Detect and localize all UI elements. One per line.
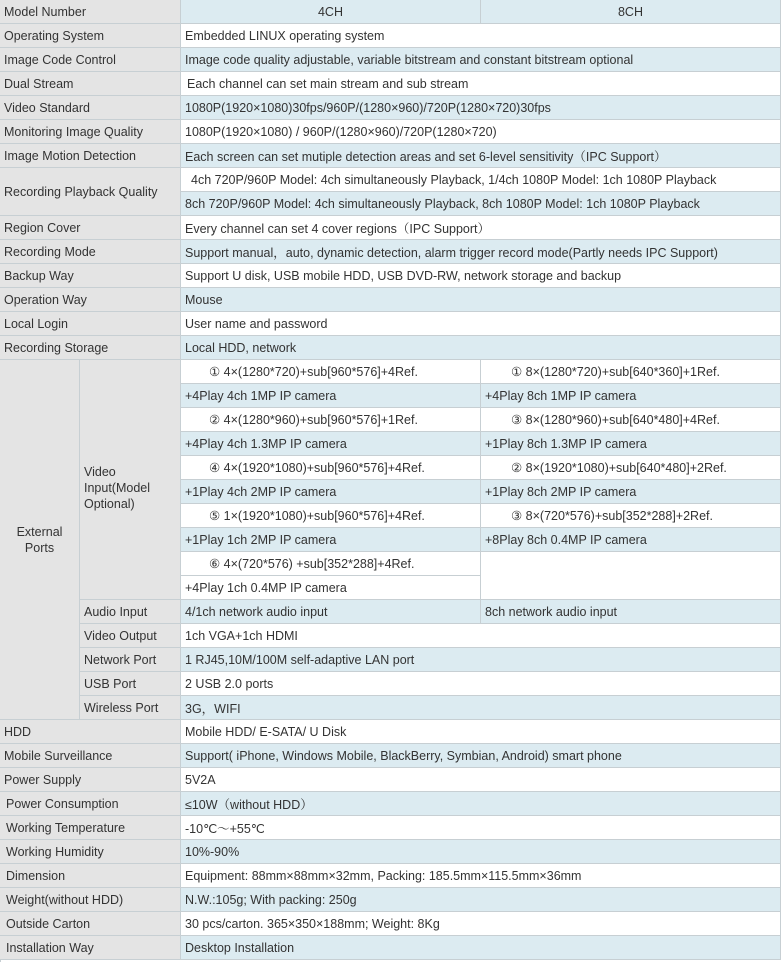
label-video-standard: Video Standard (0, 96, 181, 120)
label-weight: Weight(without HDD) (0, 888, 181, 912)
label-working-temperature: Working Temperature (0, 816, 181, 840)
value-working-humidity: 10%-90% (181, 840, 781, 864)
video-input-8ch-row: ③ 8×(1280*960)+sub[640*480]+4Ref. (481, 408, 781, 432)
video-input-4ch-row: ② 4×(1280*960)+sub[960*576]+1Ref. (181, 408, 481, 432)
value-region-cover: Every channel can set 4 cover regions（IPC Support） (181, 216, 781, 240)
label-dual-stream: Dual Stream (0, 72, 181, 96)
label-operation-way: Operation Way (0, 288, 181, 312)
label-external-ports (0, 360, 80, 720)
value-installation-way: Desktop Installation (181, 936, 781, 960)
value-hdd: Mobile HDD/ E-SATA/ U Disk (181, 720, 781, 744)
label-video-input (80, 360, 181, 600)
header-label: Model Number (0, 0, 181, 24)
label-network-port: Network Port (80, 648, 181, 672)
value-power-consumption: ≤10W（without HDD） (181, 792, 781, 816)
value-dimension: Equipment: 88mm×88mm×32mm, Packing: 185.5mm×115.5mm×36mm (181, 864, 781, 888)
value-operation-way: Mouse (181, 288, 781, 312)
video-input-8ch-row: +1Play 8ch 1.3MP IP camera (481, 432, 781, 456)
value-outside-carton: 30 pcs/carton. 365×350×188mm; Weight: 8Kg (181, 912, 781, 936)
value-monitoring-quality: 1080P(1920×1080) / 960P/(1280×960)/720P(1280×720) (181, 120, 781, 144)
video-input-8ch-row: ① 8×(1280*720)+sub[640*360]+1Ref. (481, 360, 781, 384)
video-input-8ch-row: ② 8×(1920*1080)+sub[640*480]+2Ref. (481, 456, 781, 480)
video-input-4ch-row: ④ 4×(1920*1080)+sub[960*576]+4Ref. (181, 456, 481, 480)
value-operating-system: Embedded LINUX operating system (181, 24, 781, 48)
value-audio-input-8ch: 8ch network audio input (481, 600, 781, 624)
label-video-output: Video Output (80, 624, 181, 648)
value-recording-mode: Support manual，auto, dynamic detection, alarm trigger record mode(Partly needs IPC Support) (181, 240, 781, 264)
value-backup-way: Support U disk, USB mobile HDD, USB DVD-RW, network storage and backup (181, 264, 781, 288)
value-audio-input-4ch: 4/1ch network audio input (181, 600, 481, 624)
label-image-code-control: Image Code Control (0, 48, 181, 72)
label-mobile-surveillance: Mobile Surveillance (0, 744, 181, 768)
label-local-login: Local Login (0, 312, 181, 336)
value-network-port: 1 RJ45,10M/100M self-adaptive LAN port (181, 648, 781, 672)
label-region-cover: Region Cover (0, 216, 181, 240)
value-usb-port: 2 USB 2.0 ports (181, 672, 781, 696)
label-usb-port: USB Port (80, 672, 181, 696)
video-input-8ch-row: ③ 8×(720*576)+sub[352*288]+2Ref. (481, 504, 781, 528)
value-mobile-surveillance: Support( iPhone, Windows Mobile, BlackBerry, Symbian, Android) smart phone (181, 744, 781, 768)
value-playback-8ch: 8ch 720P/960P Model: 4ch simultaneously Playback, 8ch 1080P Model: 1ch 1080P Playback (181, 192, 781, 216)
value-working-temperature: -10℃～+55℃ (181, 816, 781, 840)
video-input-4ch-row: ⑥ 4×(720*576) +sub[352*288]+4Ref. (181, 552, 481, 576)
value-video-output: 1ch VGA+1ch HDMI (181, 624, 781, 648)
label-audio-input: Audio Input (80, 600, 181, 624)
label-installation-way: Installation Way (0, 936, 181, 960)
video-input-4ch-row: +4Play 4ch 1.3MP IP camera (181, 432, 481, 456)
value-recording-storage: Local HDD, network (181, 336, 781, 360)
label-recording-storage: Recording Storage (0, 336, 181, 360)
label-operating-system: Operating System (0, 24, 181, 48)
value-video-standard: 1080P(1920×1080)30fps/960P/(1280×960)/720P(1280×720)30fps (181, 96, 781, 120)
label-playback-quality: Recording Playback Quality (0, 168, 181, 216)
video-input-4ch-row: +4Play 4ch 1MP IP camera (181, 384, 481, 408)
value-local-login: User name and password (181, 312, 781, 336)
video-input-text: Video Input(Model Optional) (84, 464, 151, 511)
video-input-4ch-row: +4Play 1ch 0.4MP IP camera (181, 576, 481, 600)
value-playback-4ch: 4ch 720P/960P Model: 4ch simultaneously Playback, 1/4ch 1080P Model: 1ch 1080P Playback (181, 168, 781, 192)
label-outside-carton: Outside Carton (0, 912, 181, 936)
video-input-4ch-row: +1Play 4ch 2MP IP camera (181, 480, 481, 504)
video-input-4ch-row: +1Play 1ch 2MP IP camera (181, 528, 481, 552)
value-image-code-control: Image code quality adjustable, variable bitstream and constant bitstream optional (181, 48, 781, 72)
label-backup-way: Backup Way (0, 264, 181, 288)
video-input-4ch-row: ⑤ 1×(1920*1080)+sub[960*576]+4Ref. (181, 504, 481, 528)
value-power-supply: 5V2A (181, 768, 781, 792)
value-weight: N.W.:105g; With packing: 250g (181, 888, 781, 912)
value-dual-stream: Each channel can set main stream and sub stream (181, 72, 781, 96)
label-working-humidity: Working Humidity (0, 840, 181, 864)
label-monitoring-quality: Monitoring Image Quality (0, 120, 181, 144)
label-dimension: Dimension (0, 864, 181, 888)
video-input-4ch-row: ① 4×(1280*720)+sub[960*576]+4Ref. (181, 360, 481, 384)
label-power-consumption: Power Consumption (0, 792, 181, 816)
header-4ch: 4CH (181, 0, 481, 24)
label-wireless-port: Wireless Port (80, 696, 181, 720)
video-input-8ch-empty (481, 552, 781, 600)
header-8ch: 8CH (481, 0, 781, 24)
label-power-supply: Power Supply (0, 768, 181, 792)
value-motion-detection: Each screen can set mutiple detection areas and set 6-level sensitivity（IPC Support） (181, 144, 781, 168)
video-input-8ch-row: +8Play 8ch 0.4MP IP camera (481, 528, 781, 552)
label-motion-detection: Image Motion Detection (0, 144, 181, 168)
label-recording-mode: Recording Mode (0, 240, 181, 264)
value-wireless-port: 3G，WIFI (181, 696, 781, 720)
label-hdd: HDD (0, 720, 181, 744)
video-input-8ch-row: +4Play 8ch 1MP IP camera (481, 384, 781, 408)
video-input-8ch-row: +1Play 8ch 2MP IP camera (481, 480, 781, 504)
external-ports-text: External Ports (16, 524, 63, 555)
